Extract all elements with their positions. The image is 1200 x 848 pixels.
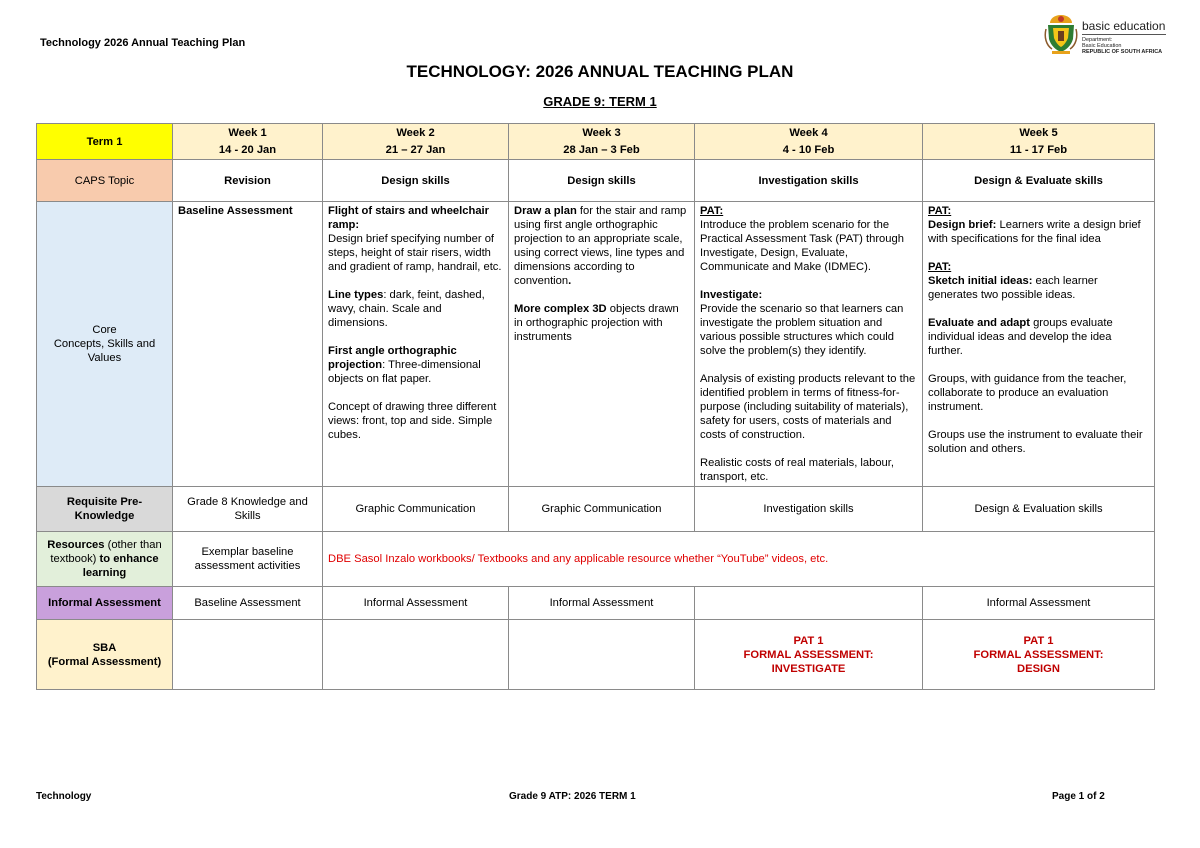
sba-line: INVESTIGATE	[771, 662, 846, 675]
informal-assessment-cell: Informal Assessment	[923, 587, 1155, 620]
core-w2-text: : Three-dimensional objects on flat paper.	[328, 359, 481, 385]
week-4-header	[695, 124, 923, 160]
core-week-1: Baseline Assessment	[173, 202, 323, 487]
sba-line: FORMAL ASSESSMENT:	[973, 648, 1104, 661]
core-w2-text: : dark, feint, dashed, wavy, chain. Scale and dimensions.	[328, 289, 485, 329]
informal-assessment-row	[37, 587, 1155, 620]
resources-row	[37, 532, 1155, 587]
dbe-logo	[1044, 13, 1169, 57]
term-label: Term 1	[37, 124, 173, 160]
sba-line: PAT 1	[1023, 634, 1054, 647]
core-w3-heading: More complex 3D	[514, 303, 607, 315]
core-w3-text: for the stair and ramp using first angle orthographic projection to an appropriate scale, using correct views, line types and dimensions according to convention	[514, 205, 687, 287]
prerequisite-label: Requisite Pre-Knowledge	[37, 487, 173, 532]
caps-topic-label: CAPS Topic	[37, 160, 173, 202]
informal-assessment-cell: Informal Assessment	[509, 587, 695, 620]
core-w2-text: Concept of drawing three different views: front, top and side. Simple cubes.	[328, 401, 497, 441]
sba-line: FORMAL ASSESSMENT:	[743, 648, 874, 661]
weeks-row	[37, 124, 1155, 160]
core-w3-text: objects drawn in orthographic projection with instruments	[514, 303, 679, 343]
core-w3-period: .	[568, 275, 572, 287]
core-w2-heading: Flight of stairs and wheelchair ramp:	[328, 205, 490, 231]
core-concepts-label	[37, 202, 173, 487]
core-w4-heading: Investigate:	[700, 289, 763, 301]
prerequisite-cell: Investigation skills	[695, 487, 923, 532]
sba-week-4	[695, 620, 923, 690]
core-w5-subheading: Evaluate and adapt	[928, 317, 1030, 329]
core-w5-text: each learner generates two possible ideas.	[928, 275, 1098, 301]
core-w5-subheading: Design brief:	[928, 219, 997, 231]
core-week-2	[323, 202, 509, 487]
week-dates: 11 - 17 Feb	[1009, 144, 1068, 156]
caps-topic-cell: Revision	[173, 160, 323, 202]
core-w5-heading: PAT:	[928, 205, 952, 217]
core-w5-text: Groups use the instrument to evaluate their solution and others.	[928, 429, 1143, 455]
prerequisite-cell: Graphic Communication	[323, 487, 509, 532]
sba-cell-empty	[323, 620, 509, 690]
week-name: Week 4	[789, 127, 828, 139]
footer-center: Grade 9 ATP: 2026 TERM 1	[509, 791, 636, 802]
core-label-line: Core	[92, 324, 117, 336]
resources-week-1: Exemplar baseline assessment activities	[173, 532, 323, 587]
core-w4-heading: PAT:	[700, 205, 724, 217]
informal-assessment-cell: Informal Assessment	[323, 587, 509, 620]
logo-dept-text: Department:	[1082, 37, 1113, 43]
caps-topic-cell: Design skills	[509, 160, 695, 202]
core-w2-heading: First angle orthographic projection	[328, 345, 457, 371]
resources-label-text: (other than textbook)	[50, 539, 162, 565]
core-w5-heading: PAT:	[928, 261, 952, 273]
week-name: Week 3	[582, 127, 621, 139]
coat-of-arms-icon	[1044, 13, 1078, 55]
core-w5-subheading: Sketch initial ideas:	[928, 275, 1033, 287]
resources-label-bold: to enhance learning	[82, 553, 159, 579]
week-name: Week 5	[1019, 127, 1058, 139]
caps-topic-row	[37, 160, 1155, 202]
page-subtitle: GRADE 9: TERM 1	[543, 94, 657, 109]
week-1-header	[173, 124, 323, 160]
resources-label-bold: Resources	[47, 539, 105, 551]
prerequisite-cell: Grade 8 Knowledge and Skills	[173, 487, 323, 532]
week-dates: 28 Jan – 3 Feb	[563, 144, 640, 156]
core-concepts-row	[37, 202, 1155, 487]
footer-left: Technology	[36, 791, 92, 802]
logo-divider	[1082, 34, 1166, 35]
core-week-3	[509, 202, 695, 487]
core-w4-text: Analysis of existing products relevant to the identified problem in terms of fitness-for-purpose (including suitability of materials), safety for users, costs of materials and costs of construction.	[700, 373, 916, 441]
core-week-5	[923, 202, 1155, 487]
week-3-header	[509, 124, 695, 160]
logo-brand-text: basic education	[1082, 19, 1166, 33]
core-w2-text: Design brief specifying number of steps, height of stair risers, width and gradient of ramp, handrail, etc.	[328, 233, 502, 273]
core-w5-text: Learners write a design brief with specifications for the final idea	[928, 219, 1141, 245]
core-w2-heading: Line types	[328, 289, 384, 301]
core-w4-text: Provide the scenario so that learners can investigate the problem situation and various possible structures which could solve the problem(s) they identify.	[700, 303, 904, 357]
informal-assessment-cell	[695, 587, 923, 620]
prerequisite-row	[37, 487, 1155, 532]
core-w5-text: Groups, with guidance from the teacher, collaborate to produce an evaluation instrument.	[928, 373, 1127, 413]
header-doc-title: Technology 2026 Annual Teaching Plan	[40, 37, 246, 49]
prerequisite-cell: Design & Evaluation skills	[923, 487, 1155, 532]
resources-label	[37, 532, 173, 587]
core-w5-text: groups evaluate individual ideas and develop the idea further.	[928, 317, 1113, 357]
sba-row	[37, 620, 1155, 690]
core-week-4	[695, 202, 923, 487]
sba-cell-empty	[509, 620, 695, 690]
footer-page-number: Page 1 of 2	[1052, 791, 1105, 802]
teaching-plan-table	[36, 123, 1155, 690]
caps-topic-cell: Investigation skills	[695, 160, 923, 202]
logo-country: REPUBLIC OF SOUTH AFRICA	[1082, 49, 1163, 55]
week-5-header	[923, 124, 1155, 160]
week-dates: 4 - 10 Feb	[782, 144, 835, 156]
caps-topic-cell: Design skills	[323, 160, 509, 202]
page-title: TECHNOLOGY: 2026 ANNUAL TEACHING PLAN	[406, 62, 794, 81]
sba-label	[37, 620, 173, 690]
core-label-line: Concepts, Skills and Values	[53, 338, 156, 364]
core-w4-text: Introduce the problem scenario for the Practical Assessment Task (PAT) through Investigate, Design, Evaluate, Communicate and Make (IDMEC).	[700, 219, 904, 273]
sba-label-line: (Formal Assessment)	[47, 655, 162, 668]
logo-dept-name: Basic Education	[1082, 43, 1122, 49]
caps-topic-cell: Design & Evaluate skills	[923, 160, 1155, 202]
core-w4-text: Realistic costs of real materials, labour, transport, etc.	[700, 457, 894, 483]
week-dates: 21 – 27 Jan	[385, 144, 446, 156]
week-name: Week 2	[396, 127, 435, 139]
sba-week-5	[923, 620, 1155, 690]
sba-line: PAT 1	[793, 634, 824, 647]
sba-cell-empty	[173, 620, 323, 690]
week-2-header	[323, 124, 509, 160]
week-name: Week 1	[228, 127, 267, 139]
resources-general: DBE Sasol Inzalo workbooks/ Textbooks and any applicable resource whether “YouTube” videos, etc.	[323, 532, 1155, 587]
informal-assessment-label: Informal Assessment	[37, 587, 173, 620]
week-dates: 14 - 20 Jan	[218, 144, 277, 156]
sba-label-line: SBA	[92, 641, 117, 654]
prerequisite-cell: Graphic Communication	[509, 487, 695, 532]
informal-assessment-cell: Baseline Assessment	[173, 587, 323, 620]
core-w3-heading: Draw a plan	[514, 205, 577, 217]
sba-line: DESIGN	[1017, 662, 1060, 675]
